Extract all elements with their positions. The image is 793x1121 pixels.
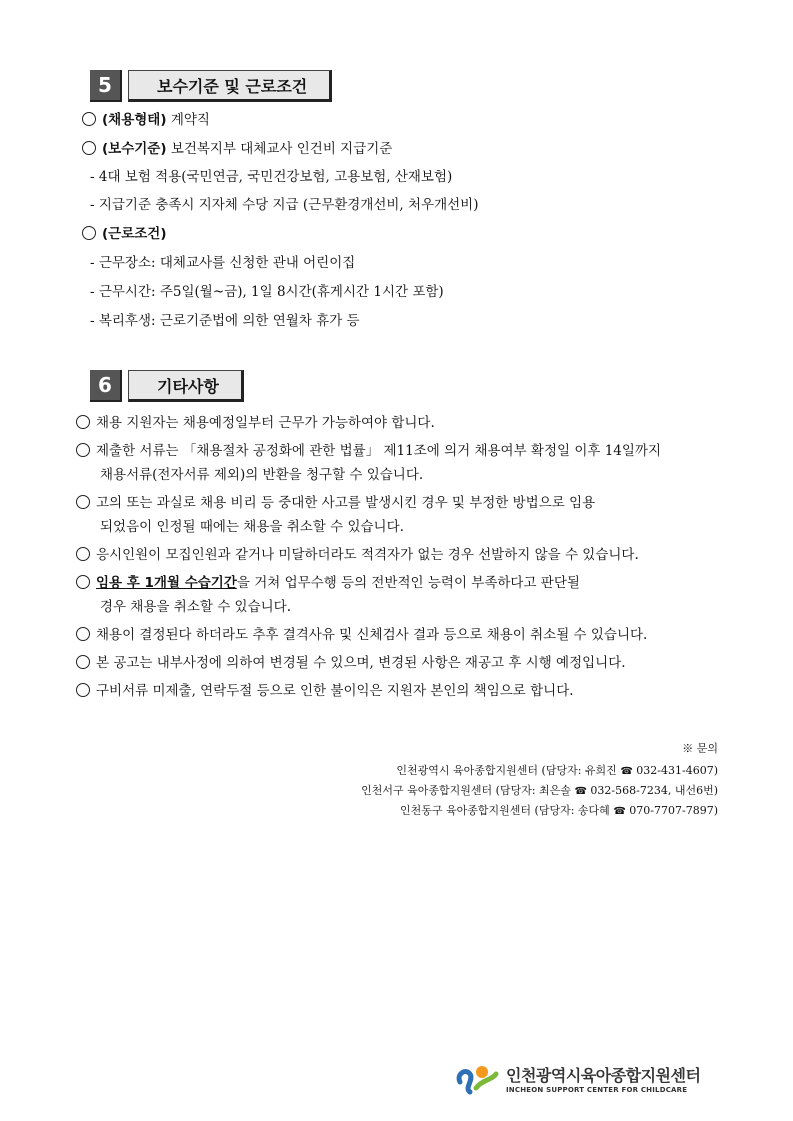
circle-bullet-icon: [76, 415, 90, 429]
phone-icon: ☎: [574, 786, 587, 797]
phone-icon: ☎: [613, 806, 626, 817]
circle-bullet-icon: [76, 443, 90, 457]
logo-english: INCHEON SUPPORT CENTER FOR CHILDCARE: [506, 1085, 688, 1094]
circle-bullet-icon: [82, 141, 96, 155]
contact-line: 인천광역시 육아종합지원센터 (담당자: 유희진 ☎ 032-431-4607): [396, 764, 718, 777]
work-label: (근로조건): [102, 226, 167, 242]
notice-item: 고의 또는 과실로 채용 비리 등 중대한 사고를 발생시킨 경우 및 부정한 방법으로 임용: [76, 494, 595, 512]
notice-item: 제출한 서류는 「채용절차 공정화에 관한 법률」 제11조에 의거 채용여부 확정일 이후 14일까지: [76, 442, 661, 460]
contact-line: 인천서구 육아종합지원센터 (담당자: 최은솔 ☎ 032-568-7234, 내선6번): [361, 784, 718, 797]
phone-icon: ☎: [620, 766, 633, 777]
pay-value: 보건복지부 대체교사 인건비 지급기준: [170, 141, 393, 157]
section-5-header: [90, 70, 332, 102]
work-item: - 근무시간: 주5일(월~금), 1일 8시간(휴게시간 1시간 포함): [90, 284, 444, 300]
circle-bullet-icon: [76, 627, 90, 641]
section-number: 6: [90, 370, 122, 402]
section-6-header: [90, 370, 244, 402]
circle-bullet-icon: [82, 226, 96, 240]
section-title: 보수기준 및 근로조건: [128, 70, 332, 102]
notice-item: 본 공고는 내부사정에 의하여 변경될 수 있으며, 변경된 사항은 재공고 후 시행 예정입니다.: [76, 654, 626, 672]
pay-item: - 지급기준 충족시 지자체 수당 지급 (근무환경개선비, 처우개선비): [90, 197, 479, 213]
center-logo-mark-icon: [452, 1060, 502, 1096]
pay-item: - 4대 보험 적용(국민연금, 국민건강보험, 고용보험, 산재보험): [90, 169, 453, 185]
employment-type-row: [82, 111, 210, 129]
pay-label: (보수기준): [102, 141, 167, 157]
section-number: 5: [90, 70, 122, 102]
circle-bullet-icon: [76, 683, 90, 697]
work-item: - 복리후생: 근로기준법에 의한 연월차 휴가 등: [90, 313, 360, 329]
circle-bullet-icon: [76, 575, 90, 589]
notice-item-continuation: 경우 채용을 취소할 수 있습니다.: [100, 599, 291, 615]
work-item: - 근무장소: 대체교사를 신청한 관내 어린이집: [90, 255, 356, 271]
probation-emphasis: 임용 후 1개월 수습기간: [96, 575, 237, 591]
notice-item: 응시인원이 모집인원과 같거나 미달하더라도 적격자가 없는 경우 선발하지 않을 수 있습니다.: [76, 546, 639, 564]
notice-item: 임용 후 1개월 수습기간을 거쳐 업무수행 등의 전반적인 능력이 부족하다고 판단될: [76, 574, 580, 592]
circle-bullet-icon: [76, 495, 90, 509]
notice-item: 구비서류 미제출, 연락두절 등으로 인한 불이익은 지원자 본인의 책임으로 합니다.: [76, 682, 574, 700]
circle-bullet-icon: [76, 547, 90, 561]
employment-type-value: 계약직: [170, 112, 210, 128]
contact-header: ※ 문의: [682, 742, 718, 755]
notice-item: 채용 지원자는 채용예정일부터 근무가 가능하여야 합니다.: [76, 414, 435, 432]
notice-item-continuation: 채용서류(전자서류 제외)의 반환을 청구할 수 있습니다.: [100, 467, 424, 483]
section-title: 기타사항: [128, 370, 244, 402]
pay-row: [82, 140, 392, 158]
work-row: [82, 225, 167, 243]
circle-bullet-icon: [76, 655, 90, 669]
notice-item-continuation: 되었음이 인정될 때에는 채용을 취소할 수 있습니다.: [100, 519, 404, 535]
notice-item: 채용이 결정된다 하더라도 추후 결격사유 및 신체검사 결과 등으로 채용이 취소될 수 있습니다.: [76, 626, 647, 644]
circle-bullet-icon: [82, 112, 96, 126]
logo-name: 인천광역시육아종합지원센터: [506, 1065, 701, 1085]
contact-line: 인천동구 육아종합지원센터 (담당자: 송다혜 ☎ 070-7707-7897): [400, 804, 718, 817]
center-logo: [452, 1060, 700, 1096]
employment-type-label: (채용형태): [102, 112, 167, 128]
